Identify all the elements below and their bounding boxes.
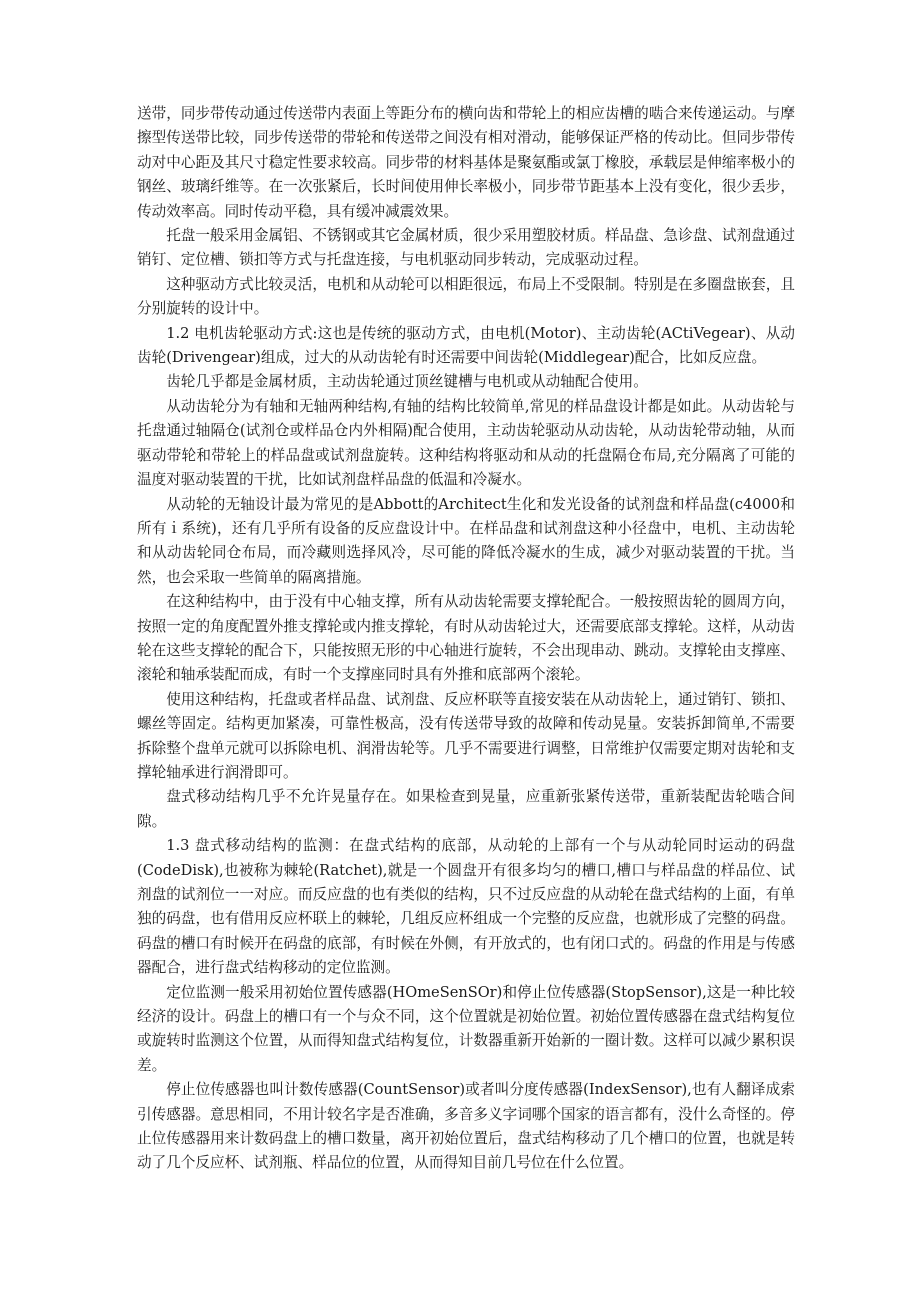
- paragraph-monitoring-heading: 1.3 盘式移动结构的监测：在盘式结构的底部，从动轮的上部有一个与从动轮同时运动的码盘(CodeDisk),也被称为棘轮(Ratchet),就是一个圆盘开有很多均匀的槽口,槽口与样品盘的样品位、试剂盘的试剂位一一对应。而反应盘的也有类似的结构，只不过反应盘的从动轮在盘式结构的上面，有单独的码盘，也有借用反应杯联上的棘轮，几组反应杯组成一个完整的反应盘，也就形成了完整的码盘。码盘的槽口有时候开在码盘的底部，有时候在外侧，有开放式的，也有闭口式的。码盘的作用是与传感器配合，进行盘式结构移动的定位监测。: [137, 837, 795, 977]
- paragraph-drive-flexibility: 这种驱动方式比较灵活，电机和从动轮可以相距很远，布局上不受限制。特别是在多圈盘嵌套，且分别旋转的设计中。: [137, 275, 795, 318]
- paragraph-gear-material: 齿轮几乎都是金属材质，主动齿轮通过顶丝键槽与电机或从动轴配合使用。: [166, 373, 648, 391]
- paragraph-axleless-design: 从动轮的无轴设计最为常见的是Abbott的Architect生化和发光设备的试剂盘和样品盘(c4000和所有ｉ系统)，还有几乎所有设备的反应盘设计中。在样品盘和试剂盘这种小径盘中，电机、主动齿轮和从动齿轮同仓布局，而冷藏则选择风冷，尽可能的降低冷凝水的生成，减少对驱动装置的干扰。当然，也会采取一些简单的隔离措施。: [137, 495, 795, 586]
- paragraph-tray-material: 托盘一般采用金属铝、不锈钢或其它金属材质，很少采用塑胶材质。样品盘、急诊盘、试剂盘通过销钉、定位槽、锁扣等方式与托盘连接，与电机驱动同步转动，完成驱动过程。: [137, 227, 795, 269]
- paragraph-belt-intro: 送带，同步带传动通过传送带内表面上等距分布的横向齿和带轮上的相应齿槽的啮合来传递运动。与摩擦型传送带比较，同步传送带的带轮和传送带之间没有相对滑动，能够保证严格的传动比。但同步带传动对中心距及其尺寸稳定性要求较高。同步带的材料基体是聚氨酯或氯丁橡胶，承载层是伸缩率极小的钢丝、玻璃纤维等。在一次张紧后，长时间使用伸长率极小，同步带节距基本上没有变化，很少丢步，传动效率高。同时传动平稳，具有缓冲减震效果。: [137, 105, 795, 220]
- paragraph-driven-gear-axle: 从动齿轮分为有轴和无轴两种结构,有轴的结构比较简单,常见的样品盘设计都是如此。从动齿轮与托盘通过轴隔仓(试剂仓或样品仓内外相隔)配合使用，主动齿轮驱动从动齿轮，从动齿轮带动轴，从而驱动带轮和带轮上的样品盘或试剂盘旋转。这种结构将驱动和从动的托盘隔仓布局,充分隔离了可能的温度对驱动装置的干扰，比如试剂盘样品盘的低温和冷凝水。: [137, 397, 795, 489]
- paragraph-gear-drive-heading: 1.2 电机齿轮驱动方式:这也是传统的驱动方式，由电机(Motor)、主动齿轮(ACtiVegear)、从动齿轮(Drivengear)组成，过大的从动齿轮有时还需要中间齿轮(Middlegear)配合，比如反应盘。: [137, 324, 795, 367]
- paragraph-no-wobble: 盘式移动结构几乎不允许晃量存在。如果检查到晃量，应重新张紧传送带，重新装配齿轮啮合间隙。: [137, 788, 795, 830]
- paragraph-position-sensors: 定位监测一般采用初始位置传感器(HOmeSenSOr)和停止位传感器(StopSensor),这是一种比较经济的设计。码盘上的槽口有一个与众不同，这个位置就是初始位置。初始位置传感器在盘式结构复位或旋转时监测这个位置，从而得知盘式结构复位，计数器重新开始新的一圈计数。这样可以减少累积误差。: [137, 983, 795, 1074]
- paragraph-support-wheels: 在这种结构中，由于没有中心轴支撑，所有从动齿轮需要支撑轮配合。一般按照齿轮的圆周方向，按照一定的角度配置外推支撑轮或内推支撑轮，有时从动齿轮过大，还需要底部支撑轮。这样，从动齿轮在这些支撑轮的配合下，只能按照无形的中心轴进行旋转，不会出现串动、跳动。支撑轮由支撑座、滚轮和轴承装配而成，有时一个支撑座同时具有外推和底部两个滚轮。: [137, 593, 795, 684]
- paragraph-stop-sensor: 停止位传感器也叫计数传感器(CountSensor)或者叫分度传感器(IndexSensor),也有人翻译成索引传感器。意思相同，不用计较名字是否准确，多音多义字词哪个国家的语言都有，没什么奇怪的。停止位传感器用来计数码盘上的槽口数量，离开初始位置后，盘式结构移动了几个槽口的位置，也就是转动了几个反应杯、试剂瓶、样品位的位置，从而得知目前几号位在什么位置。: [137, 1081, 795, 1172]
- document-page: [137, 102, 795, 1176]
- paragraph-structure-benefits: 使用这种结构，托盘或者样品盘、试剂盘、反应杯联等直接安装在从动齿轮上，通过销钉、锁扣、螺丝等固定。结构更加紧凑，可靠性极高，没有传送带导致的故障和传动晃量。安装拆卸简单,不需要拆除整个盘单元就可以拆除电机、润滑齿轮等。几乎不需要进行调整，日常维护仅需要定期对齿轮和支撑轮轴承进行润滑即可。: [137, 690, 795, 781]
